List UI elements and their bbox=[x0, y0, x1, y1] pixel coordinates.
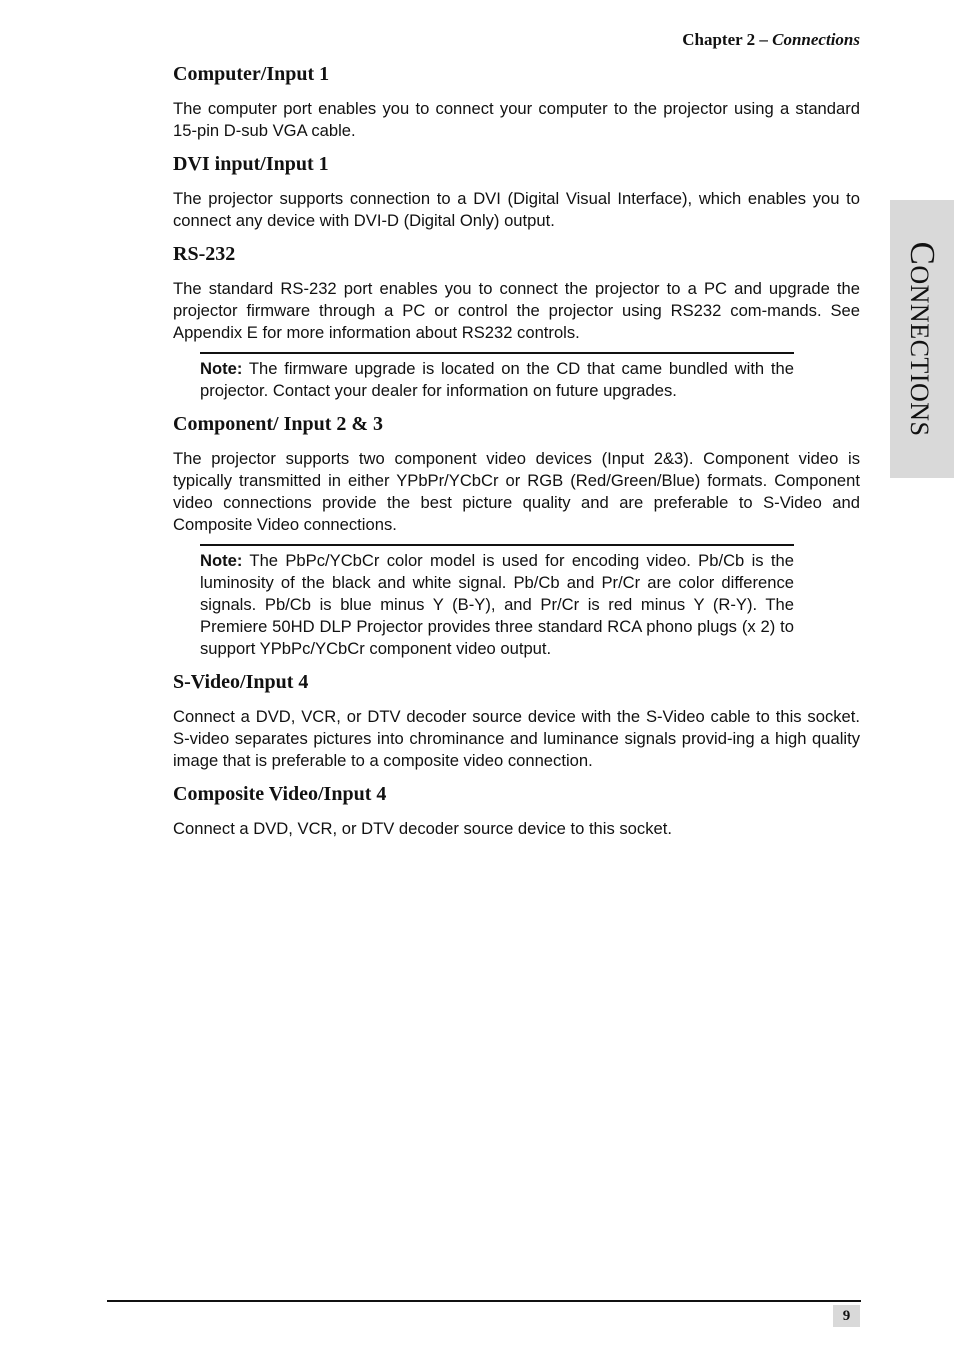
section-heading: Component/ Input 2 & 3 bbox=[173, 413, 384, 435]
section-heading: Composite Video/Input 4 bbox=[173, 783, 387, 805]
note-label: Note: bbox=[200, 551, 243, 570]
section-body: The projector supports connection to a DVI (Digital Visual Interface), which enables you to connect any device with DVI-D (Digital Only) output. bbox=[173, 189, 860, 230]
note-text: The PbPc/YCbCr color model is used for encoding video. Pb/Cb is the luminosity of the black and white signal. Pb/Cb and Pr/Cr are color difference signals. Pb/Cb is blue minus Y (B-Y), and Pr/Cr is red minus Y (R-Y). The Premiere 50HD DLP Projector provides three standard RCA phono plugs (x 2) to support YPbPc/YCbCr component video output. bbox=[200, 551, 794, 658]
note-text: The firmware upgrade is located on the CD that came bundled with the projector. Contact your dealer for information on future upgrades. bbox=[200, 359, 794, 400]
section-body: Connect a DVD, VCR, or DTV decoder source device with the S-Video cable to this socket. S-video separates pictures into chrominance and luminance signals provid-ing a high quality image that is preferable to a composite video connection. bbox=[173, 707, 860, 770]
section-computer-input bbox=[173, 60, 860, 142]
side-tab-label bbox=[902, 242, 942, 437]
chapter-prefix: Chapter 2 – bbox=[682, 30, 768, 49]
section-component-input bbox=[173, 410, 860, 660]
section-body: The standard RS-232 port enables you to connect the projector to a PC and upgrade the projector firmware through a PC or control the projector using RS232 com-mands. See Appendix E for more information about RS232 controls. bbox=[173, 279, 860, 342]
running-header bbox=[682, 30, 860, 50]
section-body: The computer port enables you to connect your computer to the projector using a standard 15-pin D-sub VGA cable. bbox=[173, 99, 860, 140]
section-rs232 bbox=[173, 240, 860, 402]
chapter-side-tab bbox=[890, 200, 954, 478]
section-composite-input bbox=[173, 780, 860, 840]
section-svideo-input bbox=[173, 668, 860, 772]
side-tab-rest: ONNECTIONS bbox=[905, 265, 934, 437]
section-heading: DVI input/Input 1 bbox=[173, 153, 329, 175]
page-content bbox=[173, 60, 860, 848]
section-body: The projector supports two component video devices (Input 2&3). Component video is typically transmitted in either YPbPr/YCbCr or RGB (Red/Green/Blue) formats. Component video connections provide the best picture quality and are preferable to S-Video and Composite Video connections. bbox=[173, 449, 860, 534]
note-label: Note: bbox=[200, 359, 243, 378]
page-number: 9 bbox=[833, 1305, 860, 1327]
side-tab-initial: C bbox=[903, 241, 942, 266]
footer-rule bbox=[107, 1300, 861, 1302]
section-body: Connect a DVD, VCR, or DTV decoder source device to this socket. bbox=[173, 819, 672, 838]
section-heading: Computer/Input 1 bbox=[173, 63, 330, 85]
section-dvi-input bbox=[173, 150, 860, 232]
chapter-title: Connections bbox=[772, 30, 860, 49]
section-heading: RS-232 bbox=[173, 243, 236, 265]
note-box bbox=[200, 352, 794, 402]
note-box bbox=[200, 544, 794, 660]
section-heading: S-Video/Input 4 bbox=[173, 671, 309, 693]
